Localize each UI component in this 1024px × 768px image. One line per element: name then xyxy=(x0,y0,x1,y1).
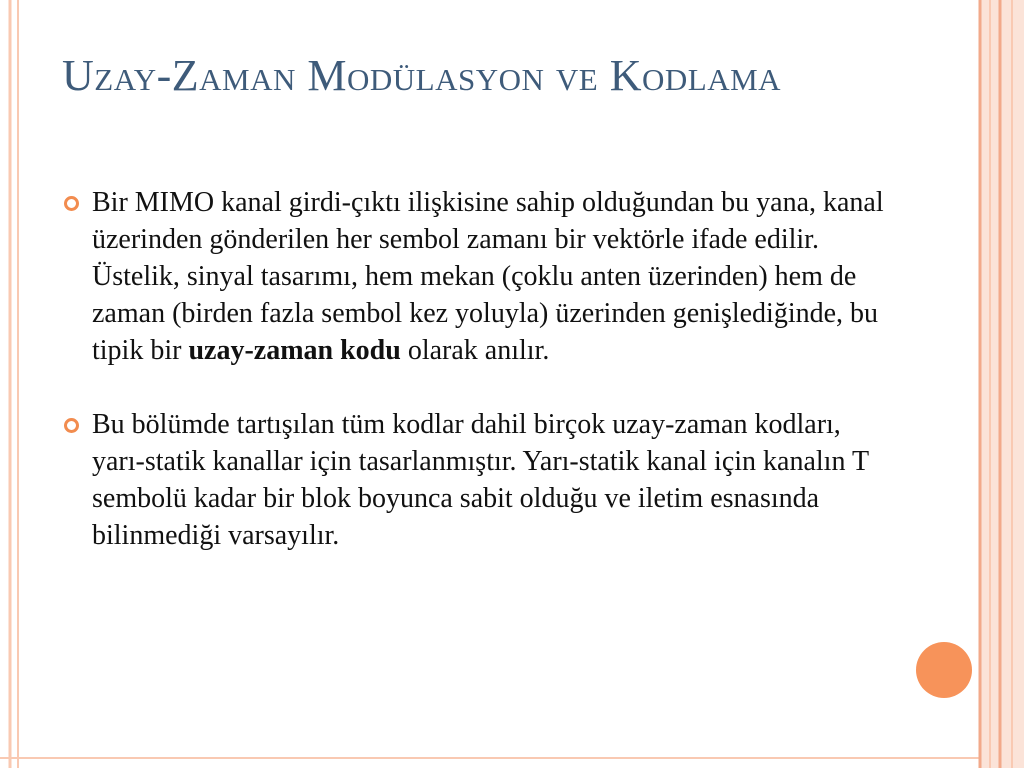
bullet-1-text-end: olarak anılır. xyxy=(400,335,550,366)
bullet-2-text: Bu bölümde tartışılan tüm kodlar dahil birçok uzay-zaman kodları, yarı-statik kanallar için tasarlanmıştır. Yarı-statik kanal için kanalın T sembolü kadar bir blok boyunca sabit olduğu ve iletim esnasında bilinmediği varsayılır. xyxy=(92,409,869,551)
bullet-list xyxy=(62,184,892,591)
bullet-item-1 xyxy=(62,184,892,369)
bullet-marker-icon xyxy=(64,196,79,211)
accent-circle xyxy=(912,638,976,702)
bullet-marker-icon xyxy=(64,418,79,433)
slide-title: Uzay-Zaman Modülasyon ve Kodlama xyxy=(62,51,782,100)
bullet-item-2 xyxy=(62,406,892,554)
bullet-1-bold-term: uzay-zaman kodu xyxy=(188,335,401,366)
right-border-band xyxy=(980,0,1024,768)
bullet-1-text: Bir MIMO kanal girdi-çıktı ilişkisine sahip olduğundan bu yana, kanal üzerinden gönderilen her sembol zamanı bir vektörle ifade edilir. Üstelik, sinyal tasarımı, hem mekan (çoklu anten üzerinden) hem de zaman (birden fazla sembol kez yoluyla) üzerinden genişlediğinde, bu tipik bir xyxy=(92,187,884,366)
accent-circle-fill xyxy=(916,642,972,698)
